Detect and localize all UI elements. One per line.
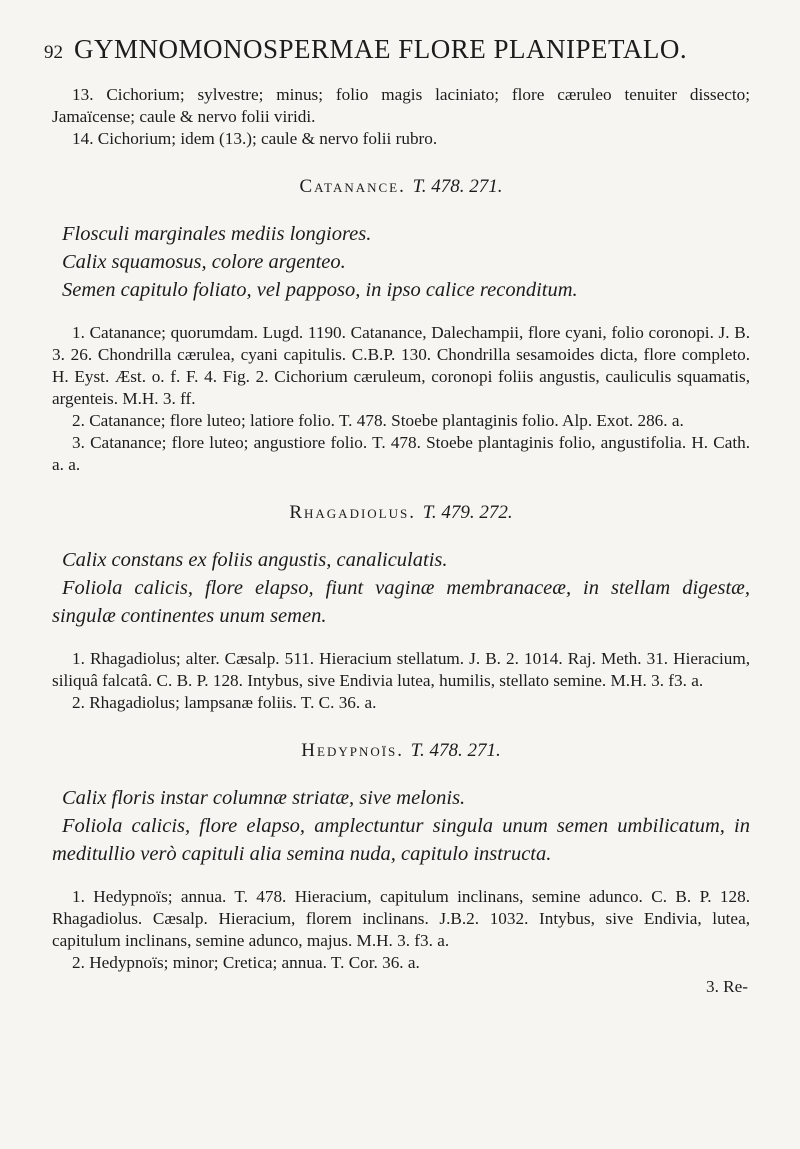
character-line: Calix constans ex foliis angustis, canaliculatis.	[62, 549, 448, 571]
species-entry: 2. Catanance; flore luteo; latiore folio. T. 478. Stoebe plantaginis folio. Alp. Exot. 286. a.	[72, 411, 684, 430]
species-entry: 2. Rhagadiolus; lampsanæ foliis. T. C. 36. a.	[72, 693, 377, 712]
species-list	[52, 648, 750, 714]
character-line: Flosculi marginales mediis longiores.	[62, 223, 372, 245]
character-line: Foliola calicis, flore elapso, fiunt vaginæ membranaceæ, in stellam digestæ, singulæ continentes unum semen.	[52, 577, 750, 627]
running-title: GYMNOMONOSPERMAE FLORE PLANIPETALO.	[74, 34, 688, 64]
genus-reference: T. 479. 272.	[422, 502, 513, 523]
catchword: 3. Re-	[705, 977, 748, 996]
species-entry: 3. Catanance; flore luteo; angustiore folio. T. 478. Stoebe plantaginis folio, angustifolia. H. Cath. a. a.	[52, 433, 750, 474]
character-line: Semen capitulo foliato, vel papposo, in ipso calice reconditum.	[62, 279, 578, 301]
genus-reference: T. 478. 271.	[410, 740, 501, 761]
species-entry: 1. Hedypnoïs; annua. T. 478. Hieracium, capitulum inclinans, semine adunco. C. B. P. 128. Rhagadiolus. Cæsalp. Hieracium, florem inclinans. J.B.2. 1032. Intybus, sive Endivia, lutea, capitulum inclinans, semine adunco, majus. M.H. 3. f3. a.	[52, 887, 750, 950]
genus-title: Hedypnoïs.	[301, 740, 405, 761]
entry-cichorium-13: 13. Cichorium; sylvestre; minus; folio magis laciniato; flore cæruleo tenuiter dissecto; Jamaïcense; caule & nervo folii viridi.	[52, 85, 750, 126]
character-line: Calix floris instar columnæ striatæ, sive melonis.	[62, 787, 466, 809]
entry-cichorium-14: 14. Cichorium; idem (13.); caule & nervo folii rubro.	[72, 129, 438, 148]
species-entry: 2. Hedypnoïs; minor; Cretica; annua. T. Cor. 36. a.	[72, 953, 420, 972]
genus-heading-hedypnois	[52, 740, 750, 762]
character-line: Foliola calicis, flore elapso, amplectuntur singula unum semen umbilicatum, in meditullio verò capituli alia semina nuda, capitulo instructa.	[52, 815, 750, 865]
genus-reference: T. 478. 271.	[412, 176, 503, 197]
species-entry: 1. Rhagadiolus; alter. Cæsalp. 511. Hieracium stellatum. J. B. 2. 1014. Raj. Meth. 31. Hieracium, siliquâ falcatâ. C. B. P. 128. Intybus, sive Endivia lutea, humilis, stellato semine. M.H. 3. f3. a.	[52, 649, 750, 690]
species-list	[52, 322, 750, 476]
species-entry: 1. Catanance; quorumdam. Lugd. 1190. Catanance, Dalechampii, flore cyani, folio coronopi. J. B. 3. 26. Chondrilla cærulea, cyani capitulis. C.B.P. 130. Chondrilla sesamoides dicta, flore completo. H. Eyst. Æst. o. f. F. 4. Fig. 2. Cichorium cæruleum, coronopi foliis angustis, cauliculis squamatis, argenteis. M.H. 3. ff.	[52, 323, 750, 408]
genus-title: Catanance.	[299, 176, 406, 197]
genus-heading-catanance	[52, 176, 750, 198]
genus-title: Rhagadiolus.	[289, 502, 416, 523]
page-number: 92	[44, 42, 63, 63]
page-body	[52, 84, 750, 998]
page-header	[44, 34, 760, 68]
character-line: Calix squamosus, colore argenteo.	[62, 251, 346, 273]
genus-heading-rhagadiolus	[52, 502, 750, 524]
species-list	[52, 886, 750, 974]
